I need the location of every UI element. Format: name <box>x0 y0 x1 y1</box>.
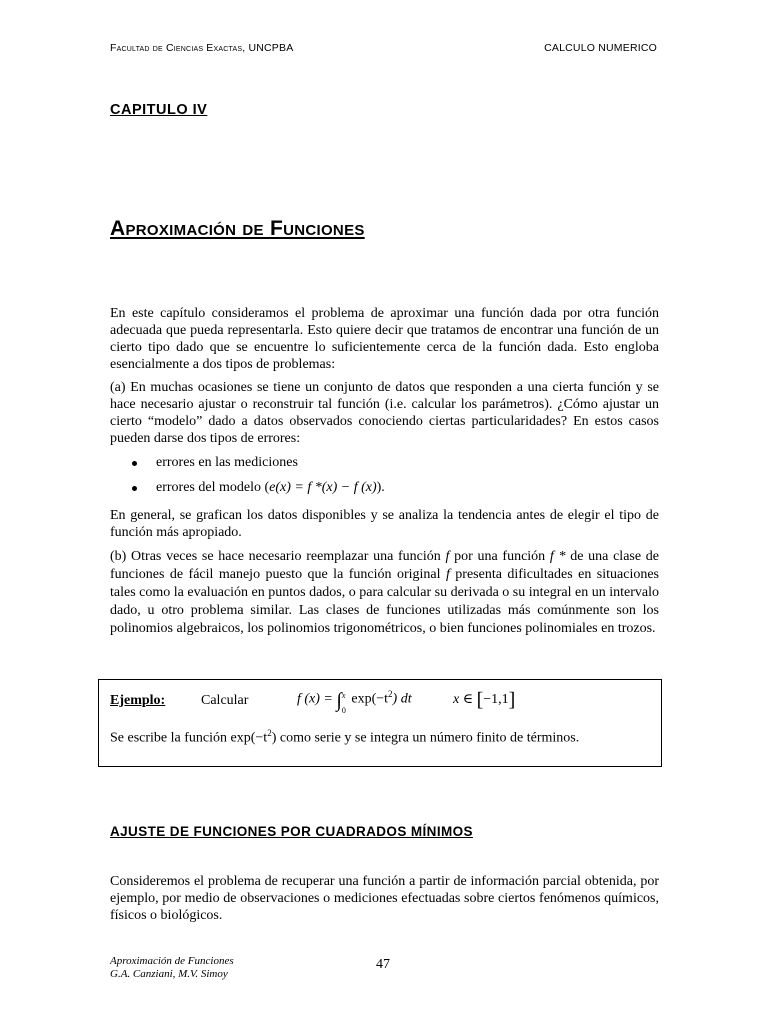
domain-interval: −1,1 <box>483 692 509 707</box>
domain-symbol: x ∈ <box>453 692 474 707</box>
list-item-text <box>156 480 385 496</box>
bullet-icon <box>132 461 137 466</box>
section-heading: AJUSTE DE FUNCIONES POR CUADRADOS MÍNIMOS <box>110 824 473 839</box>
example-integral-formula <box>297 689 412 713</box>
upper-limit: x <box>341 690 346 700</box>
left-bracket-icon: [ <box>476 689 484 711</box>
case-a-paragraph: (a) En muchas ocasiones se tiene un conjunto de datos que responden a una cierta función y se hace necesario ajustar o reconstruir tal función (i.e. calcular los parámetros). ¿Cómo ajustar un cierto “modelo” dado a datos observados conociendo ciertas particularidades? En estos casos pueden darse dos tipos de errores: <box>110 380 659 446</box>
case-b-text-2: por una función <box>449 549 550 564</box>
example-calc-word: Calcular <box>201 693 249 708</box>
list-item-suffix: ). <box>376 480 385 495</box>
integrand: exp(−t <box>351 691 389 707</box>
chapter-heading: CAPITULO IV <box>110 102 208 118</box>
list-item-prefix: errores del modelo ( <box>156 480 270 495</box>
example-box <box>98 679 662 767</box>
case-b-text-4: presenta dificultades en situaciones tales como la evaluación en puntos dados, o para calcular su derivada o su integral en un intervalo dado, u otro problema similar. Las clases de funciones utilizadas más comúnmente son los polinomios algebraicos, los polinomios trigonométricos, o bien funciones polinomiales en trozos. <box>110 567 659 636</box>
example-explanation <box>110 728 579 747</box>
general-paragraph: En general, se grafican los datos disponibles y se analiza la tendencia antes de elegir el tipo de función más apropiado. <box>110 508 659 540</box>
explanation-prefix: Se escribe la función <box>110 730 231 746</box>
lower-limit: 0 <box>341 705 346 715</box>
header-course: CALCULO NUMERICO <box>544 42 657 54</box>
formula-lhs: f (x) = <box>297 691 333 707</box>
integrand-exponent: 2 <box>388 689 393 699</box>
footer-credits <box>110 955 234 981</box>
explanation-exponent: 2 <box>267 728 272 738</box>
case-b-text-1: (b) Otras veces se hace necesario reemplazar una función <box>110 549 446 564</box>
explanation-suffix: como serie y se integra un número finito de términos. <box>276 730 580 746</box>
header-institution: Facultad de Ciencias Exactas, UNCPBA <box>110 42 294 54</box>
page-title: Aproximación de Funciones <box>110 217 365 240</box>
math-f-original: f <box>445 567 450 582</box>
intro-paragraph: En este capítulo consideramos el problema de aproximar una función dada por otra función adecuada que pueda representarla. Esto quiere decir que tratamos de encontrar una función de un cierto tipo dado que se encuentre lo suficientemente cerca de la función dada. Esto engloba esencialmente a dos tipos de problemas: <box>110 306 659 372</box>
bullet-icon <box>132 486 137 491</box>
right-bracket-icon: ] <box>508 689 516 711</box>
footer-title: Aproximación de Funciones <box>110 955 234 967</box>
math-f: f <box>445 549 450 564</box>
example-label: Ejemplo: <box>110 693 166 708</box>
math-f-star: f * <box>549 549 566 564</box>
example-domain <box>453 689 515 712</box>
explanation-func-end: ) <box>271 730 277 746</box>
page-number: 47 <box>376 957 390 972</box>
integrand-end: ) dt <box>392 691 412 707</box>
footer-authors: G.A. Canziani, M.V. Simoy <box>110 968 228 980</box>
case-b-text-3: de una clase de funciones de fácil manejo puesto que la función original <box>110 549 659 582</box>
integral-sign-icon: ∫ <box>336 689 342 712</box>
explanation-func: exp(−t <box>230 730 268 746</box>
case-b-paragraph <box>110 548 659 638</box>
section-paragraph: Consideremos el problema de recuperar una función a partir de información parcial obtenida, por ejemplo, por medio de observaciones o mediciones efectuadas sobre ciertos fenómenos químicos, físicos o biológicos. <box>110 874 659 923</box>
list-item-text: errores en las mediciones <box>156 455 298 470</box>
model-error-formula: e(x) = f *(x) − f (x) <box>269 480 377 495</box>
